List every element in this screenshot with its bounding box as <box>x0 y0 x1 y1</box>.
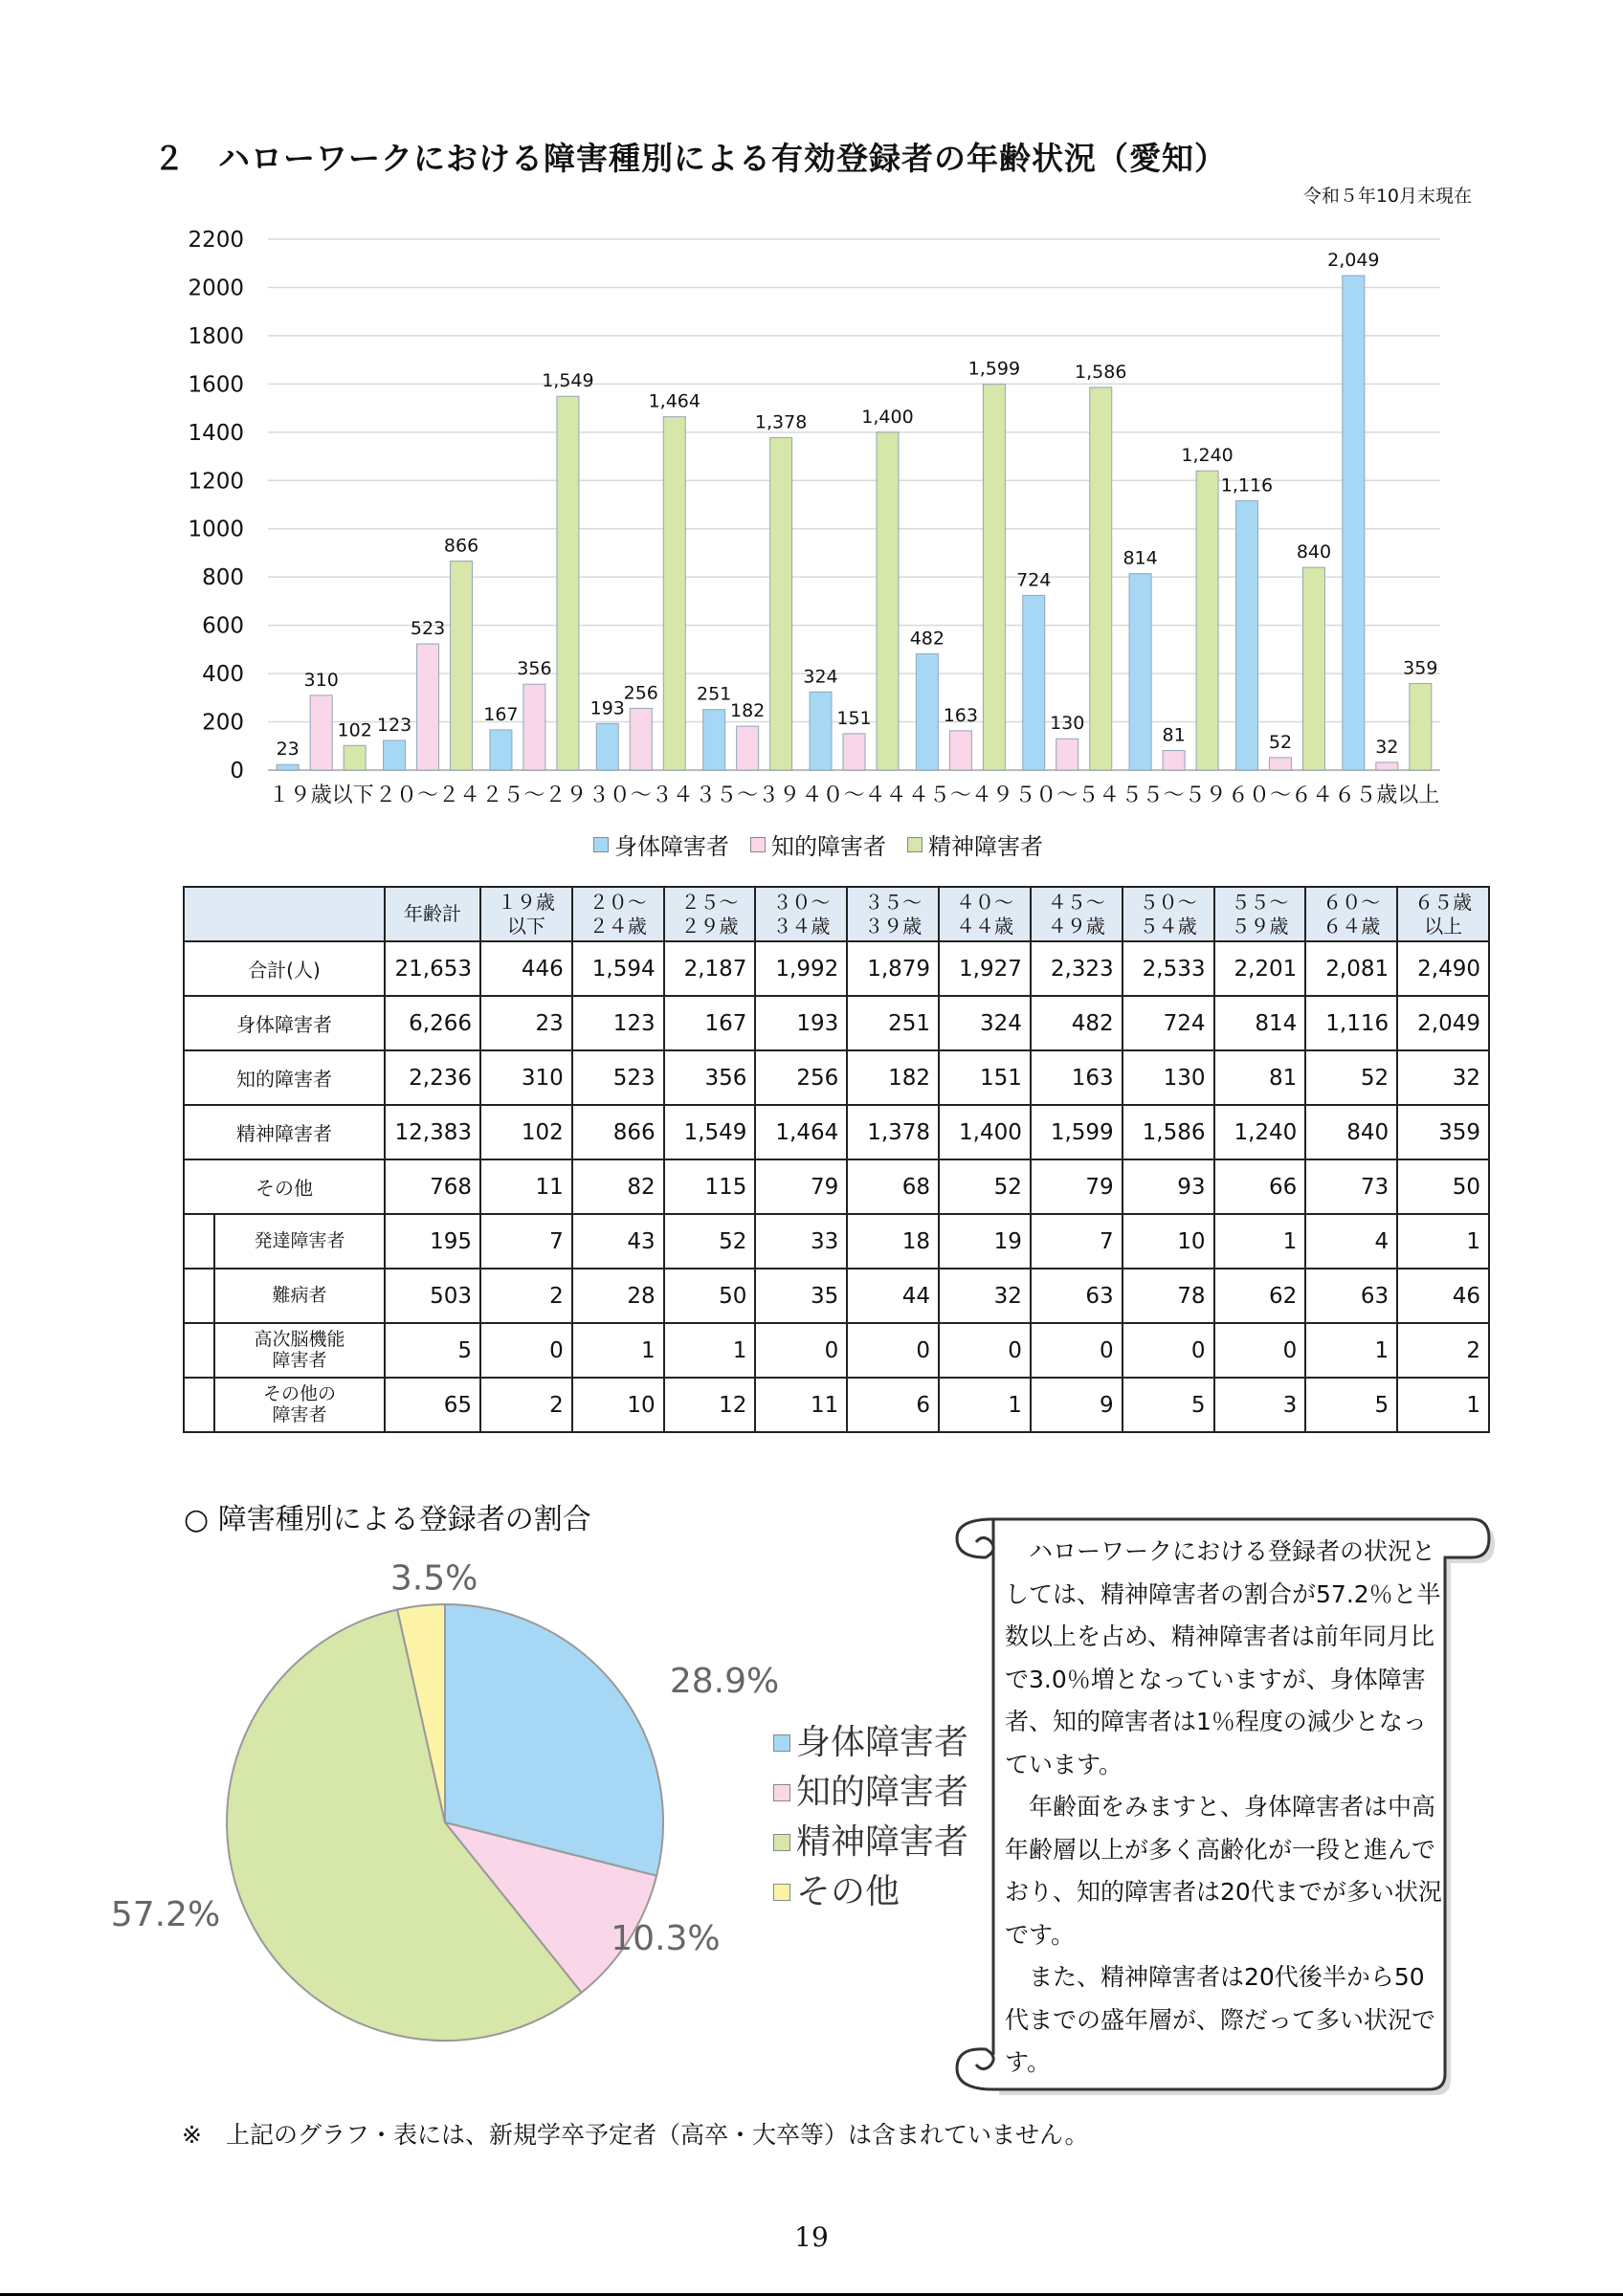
bar-身体障害者 <box>1023 595 1045 770</box>
table-row <box>184 941 1489 996</box>
table-cell: 5 <box>1305 1378 1397 1432</box>
section-title: ２ ハローワークにおける障害種別による有効登録者の年齢状況（愛知） <box>153 140 1227 177</box>
table-cell: 167 <box>664 996 756 1050</box>
table-cell: 0 <box>1031 1323 1123 1378</box>
table-cell: 2,490 <box>1397 941 1489 996</box>
x-tick-label: ３５～３９ <box>695 784 801 807</box>
table-cell: 6 <box>847 1378 939 1432</box>
bar-data-label: 1,586 <box>1075 361 1127 383</box>
table-cell: 182 <box>847 1050 939 1105</box>
bar-精神障害者 <box>770 437 792 770</box>
table-cell: 1,992 <box>755 941 847 996</box>
bar-data-label: 163 <box>943 704 978 726</box>
legend-item <box>773 1768 968 1818</box>
legend-swatch <box>593 837 609 852</box>
bar-data-label: 866 <box>443 535 479 557</box>
table-cell: 2,201 <box>1214 941 1306 996</box>
bar-data-label: 724 <box>1016 569 1052 591</box>
table-cell: 52 <box>664 1214 756 1269</box>
table-cell: 1,400 <box>939 1105 1031 1159</box>
table-cell: 52 <box>939 1159 1031 1214</box>
table-cell: 33 <box>755 1214 847 1269</box>
table-cell: 50 <box>1397 1159 1489 1214</box>
table-cell: 5 <box>385 1323 480 1378</box>
legend-label: 精神障害者 <box>928 833 1043 860</box>
bar-data-label: 1,116 <box>1220 475 1274 497</box>
table-cell: 1 <box>1305 1323 1397 1378</box>
table-cell: 2,533 <box>1123 941 1214 996</box>
table-cell: 63 <box>1305 1269 1397 1323</box>
bar-知的障害者 <box>1056 739 1078 770</box>
column-header: ５５～ ５９歳 <box>1214 887 1306 941</box>
table-subrow <box>184 1378 1489 1432</box>
bar-知的障害者 <box>417 644 439 770</box>
registrants-table <box>183 886 1490 1433</box>
legend-label: その他 <box>796 1872 900 1911</box>
column-header: ２０～ ２４歳 <box>572 887 664 941</box>
note-paragraph: また、精神障害者は20代後半から50代までの盛年層が、際だって多い状況です。 <box>1005 1963 1436 2076</box>
legend-item <box>773 1718 968 1768</box>
x-tick-label: ６５歳以上 <box>1334 784 1440 807</box>
table-cell: 0 <box>1123 1323 1214 1378</box>
table-cell: 503 <box>385 1269 480 1323</box>
column-header: ５０～ ５４歳 <box>1123 887 1214 941</box>
legend-label: 知的障害者 <box>771 833 886 860</box>
bar-身体障害者 <box>1235 500 1257 770</box>
legend-item <box>593 828 729 861</box>
page-number: 19 <box>794 2221 829 2253</box>
table-subrow <box>184 1323 1489 1378</box>
table-cell: 62 <box>1214 1269 1306 1323</box>
bar-data-label: 1,464 <box>648 390 700 412</box>
bar-data-label: 1,549 <box>542 370 594 392</box>
legend-item <box>907 828 1043 861</box>
bar-身体障害者 <box>1129 574 1151 770</box>
bar-精神障害者 <box>663 417 685 770</box>
legend-swatch <box>773 1784 790 1801</box>
y-tick-label: 600 <box>202 613 244 639</box>
subrow-label <box>184 1323 385 1378</box>
table-cell: 4 <box>1305 1214 1397 1269</box>
bar-data-label: 814 <box>1123 547 1158 569</box>
table-cell: 2,049 <box>1397 996 1489 1050</box>
table-row <box>184 996 1489 1050</box>
bar-data-label: 356 <box>517 658 552 680</box>
table-cell: 0 <box>480 1323 572 1378</box>
subrow-label-text: 難病者 <box>272 1284 327 1306</box>
x-tick-label: ５０～５４ <box>1014 784 1121 807</box>
table-cell: 1,464 <box>755 1105 847 1159</box>
table-cell: 19 <box>939 1214 1031 1269</box>
table-cell: 2 <box>480 1269 572 1323</box>
table-cell: 18 <box>847 1214 939 1269</box>
bar-身体障害者 <box>277 764 299 770</box>
note-paragraph: 年齢面をみますと、身体障害者は中高年齢層以上が多く高齢化が一段と進んでおり、知的障害者は20代までが多い状況です。 <box>1005 1793 1442 1949</box>
table-cell: 1,549 <box>664 1105 756 1159</box>
y-tick-label: 1200 <box>188 469 244 495</box>
table-cell: 5 <box>1123 1378 1214 1432</box>
table-cell: 68 <box>847 1159 939 1214</box>
x-tick-label: ３０～３４ <box>588 784 694 807</box>
bar-身体障害者 <box>916 653 938 770</box>
column-header: ４０～ ４４歳 <box>939 887 1031 941</box>
y-tick-label: 1400 <box>188 420 244 446</box>
pie-slice-label: 10.3% <box>611 1918 721 1958</box>
y-tick-label: 2000 <box>188 276 244 301</box>
bar-知的障害者 <box>1269 758 1291 770</box>
table-row <box>184 1159 1489 1214</box>
y-tick-label: 2200 <box>188 228 244 253</box>
x-tick-label: ４５～４９ <box>907 784 1013 807</box>
bar-data-label: 81 <box>1162 724 1186 746</box>
table-cell: 2,236 <box>385 1050 480 1105</box>
bar-data-label: 193 <box>589 697 625 719</box>
column-header: ６０～ ６４歳 <box>1305 887 1397 941</box>
bar-身体障害者 <box>384 740 406 770</box>
table-cell: 46 <box>1397 1269 1489 1323</box>
x-tick-label: １９歳以下 <box>268 784 374 807</box>
bar-data-label: 182 <box>730 700 766 722</box>
bar-精神障害者 <box>344 745 366 770</box>
table-cell: 1 <box>664 1323 756 1378</box>
table-cell: 2 <box>1397 1323 1489 1378</box>
table-cell: 251 <box>847 996 939 1050</box>
bar-知的障害者 <box>310 695 332 770</box>
table-cell: 2,081 <box>1305 941 1397 996</box>
x-tick-label: ２５～２９ <box>481 784 588 807</box>
bar-身体障害者 <box>490 730 512 770</box>
table-cell: 81 <box>1214 1050 1306 1105</box>
bar-data-label: 52 <box>1268 731 1293 753</box>
subrow-label <box>184 1378 385 1432</box>
bar-data-label: 2,049 <box>1327 250 1380 272</box>
table-cell: 130 <box>1123 1050 1214 1105</box>
bar-精神障害者 <box>1090 387 1112 770</box>
indent-gap <box>185 1379 215 1431</box>
table-cell: 21,653 <box>385 941 480 996</box>
table-cell: 2 <box>480 1378 572 1432</box>
table-cell: 1,240 <box>1214 1105 1306 1159</box>
table-cell: 32 <box>1397 1050 1489 1105</box>
legend-label: 知的障害者 <box>796 1773 969 1812</box>
bar-data-label: 130 <box>1050 713 1085 735</box>
legend-swatch <box>773 1884 790 1901</box>
table-cell: 63 <box>1031 1269 1123 1323</box>
table-cell: 44 <box>847 1269 939 1323</box>
bar-data-label: 151 <box>836 707 872 729</box>
pie-slice-label: 3.5% <box>389 1558 478 1599</box>
table-cell: 28 <box>572 1269 664 1323</box>
bar-data-label: 1,400 <box>861 406 914 428</box>
bar-data-label: 167 <box>483 703 519 725</box>
bar-data-label: 310 <box>303 669 339 691</box>
column-header: ６５歳 以上 <box>1397 887 1489 941</box>
table-cell: 195 <box>385 1214 480 1269</box>
column-header: ２５～ ２９歳 <box>664 887 756 941</box>
table-cell: 102 <box>480 1105 572 1159</box>
pie-slice-label: 28.9% <box>669 1661 780 1701</box>
legend-swatch <box>773 1834 790 1851</box>
bar-data-label: 1,378 <box>754 411 808 433</box>
table-cell: 50 <box>664 1269 756 1323</box>
bar-data-label: 123 <box>376 714 412 736</box>
column-header: ３０～ ３４歳 <box>755 887 847 941</box>
table-subrow <box>184 1214 1489 1269</box>
table-cell: 10 <box>572 1378 664 1432</box>
header-corner <box>184 887 385 941</box>
table-cell: 310 <box>480 1050 572 1105</box>
table-cell: 66 <box>1214 1159 1306 1214</box>
y-tick-label: 800 <box>202 565 244 591</box>
indent-gap <box>185 1215 215 1268</box>
table-cell: 482 <box>1031 996 1123 1050</box>
legend-label: 精神障害者 <box>796 1822 969 1862</box>
bar-精神障害者 <box>451 562 473 770</box>
table-cell: 151 <box>939 1050 1031 1105</box>
bar-data-label: 1,599 <box>967 358 1021 380</box>
table-cell: 768 <box>385 1159 480 1214</box>
bar-精神障害者 <box>557 396 579 770</box>
table-cell: 1 <box>1214 1214 1306 1269</box>
bar-data-label: 359 <box>1403 657 1438 679</box>
bar-data-label: 251 <box>697 683 732 705</box>
table-cell: 0 <box>755 1323 847 1378</box>
table-cell: 0 <box>939 1323 1031 1378</box>
bar-精神障害者 <box>983 385 1005 770</box>
table-cell: 1,586 <box>1123 1105 1214 1159</box>
bar-知的障害者 <box>843 734 865 770</box>
legend-swatch <box>750 837 766 852</box>
table-cell: 523 <box>572 1050 664 1105</box>
table-cell: 1 <box>1397 1214 1489 1269</box>
table-cell: 163 <box>1031 1050 1123 1105</box>
table-cell: 724 <box>1123 996 1214 1050</box>
table-cell: 1,594 <box>572 941 664 996</box>
bar-精神障害者 <box>1196 471 1218 770</box>
legend-swatch <box>773 1734 790 1752</box>
ratio-pie-chart <box>110 1540 780 2076</box>
table-header-row <box>184 887 1489 941</box>
table-row <box>184 1050 1489 1105</box>
as-of-date: 令和５年10月末現在 <box>1302 186 1472 207</box>
table-cell: 1 <box>939 1378 1031 1432</box>
table-cell: 35 <box>755 1269 847 1323</box>
bar-chart-legend <box>593 828 1043 861</box>
bar-精神障害者 <box>1410 683 1432 770</box>
bar-data-label: 523 <box>410 618 446 640</box>
table-cell: 11 <box>755 1378 847 1432</box>
table-cell: 7 <box>480 1214 572 1269</box>
bar-data-label: 102 <box>337 719 372 741</box>
bar-知的障害者 <box>1163 751 1185 770</box>
table-cell: 43 <box>572 1214 664 1269</box>
note-paragraph: ハローワークにおける登録者の状況としては、精神障害者の割合が57.2％と半数以上を占め、精神障害者は前年同月比で3.0％増となっていますが、身体障害者、知的障害者は1％程度の減少となっています。 <box>1005 1537 1441 1778</box>
table-cell: 866 <box>572 1105 664 1159</box>
table-cell: 359 <box>1397 1105 1489 1159</box>
legend-item <box>773 1818 968 1867</box>
table-cell: 0 <box>847 1323 939 1378</box>
table-cell: 6,266 <box>385 996 480 1050</box>
table-cell: 0 <box>1214 1323 1306 1378</box>
bar-身体障害者 <box>703 710 725 770</box>
subrow-label-text: 発達障害者 <box>254 1229 345 1251</box>
footnote: ※ 上記のグラフ・表には、新規学卒予定者（高卒・大卒等）は含まれていません。 <box>182 2121 1089 2149</box>
table-cell: 65 <box>385 1378 480 1432</box>
column-header: 年齢計 <box>385 887 480 941</box>
bar-知的障害者 <box>737 726 759 770</box>
bar-精神障害者 <box>1302 567 1324 770</box>
column-header: ３５～ ３９歳 <box>847 887 939 941</box>
pie-chart-title: ○ 障害種別による登録者の割合 <box>184 1503 591 1536</box>
table-cell: 115 <box>664 1159 756 1214</box>
table-cell: 23 <box>480 996 572 1050</box>
table-cell: 256 <box>755 1050 847 1105</box>
table-cell: 82 <box>572 1159 664 1214</box>
table-cell: 12,383 <box>385 1105 480 1159</box>
bar-身体障害者 <box>1343 276 1365 770</box>
table-cell: 1,599 <box>1031 1105 1123 1159</box>
table-cell: 840 <box>1305 1105 1397 1159</box>
indent-gap <box>185 1324 215 1377</box>
bar-身体障害者 <box>810 692 832 770</box>
legend-item <box>750 828 886 861</box>
row-label: 身体障害者 <box>184 996 385 1050</box>
table-cell: 93 <box>1123 1159 1214 1214</box>
x-tick-label: ５５～５９ <box>1121 784 1227 807</box>
row-label: 精神障害者 <box>184 1105 385 1159</box>
y-tick-label: 1000 <box>188 517 244 542</box>
legend-label: 身体障害者 <box>796 1723 969 1762</box>
table-cell: 9 <box>1031 1378 1123 1432</box>
table-cell: 814 <box>1214 996 1306 1050</box>
table-cell: 1,927 <box>939 941 1031 996</box>
bar-知的障害者 <box>1376 762 1398 770</box>
bar-data-label: 1,240 <box>1181 445 1234 467</box>
table-cell: 79 <box>1031 1159 1123 1214</box>
bar-身体障害者 <box>596 723 618 770</box>
table-cell: 446 <box>480 941 572 996</box>
subrow-label <box>184 1214 385 1269</box>
legend-swatch <box>907 837 923 852</box>
bar-data-label: 324 <box>803 666 838 688</box>
table-cell: 10 <box>1123 1214 1214 1269</box>
table-cell: 2,187 <box>664 941 756 996</box>
table-cell: 356 <box>664 1050 756 1105</box>
table-cell: 78 <box>1123 1269 1214 1323</box>
bar-知的障害者 <box>949 731 971 770</box>
table-cell: 52 <box>1305 1050 1397 1105</box>
row-label: 知的障害者 <box>184 1050 385 1105</box>
pie-chart-legend <box>773 1718 968 1917</box>
bar-data-label: 256 <box>623 682 658 704</box>
legend-label: 身体障害者 <box>614 833 729 860</box>
bar-data-label: 840 <box>1296 541 1332 563</box>
pie-slice-label: 57.2% <box>110 1894 221 1934</box>
indent-gap <box>185 1269 215 1322</box>
bar-知的障害者 <box>630 708 652 770</box>
bar-知的障害者 <box>523 684 545 770</box>
table-cell: 1,116 <box>1305 996 1397 1050</box>
table-cell: 79 <box>755 1159 847 1214</box>
table-cell: 12 <box>664 1378 756 1432</box>
table-cell: 123 <box>572 996 664 1050</box>
age-bar-chart <box>172 215 1474 823</box>
table-cell: 32 <box>939 1269 1031 1323</box>
table-subrow <box>184 1269 1489 1323</box>
y-tick-label: 400 <box>202 662 244 688</box>
bar-data-label: 482 <box>909 628 945 650</box>
table-cell: 193 <box>755 996 847 1050</box>
table-cell: 1 <box>1397 1378 1489 1432</box>
x-tick-label: ４０～４４ <box>801 784 907 807</box>
bar-data-label: 23 <box>276 739 300 761</box>
subrow-label-text: 高次脳機能 障害者 <box>254 1328 345 1371</box>
row-label: 合計(人) <box>184 941 385 996</box>
subrow-label <box>184 1269 385 1323</box>
bar-精神障害者 <box>877 432 899 770</box>
table-cell: 1,378 <box>847 1105 939 1159</box>
row-label: その他 <box>184 1159 385 1214</box>
table-cell: 1 <box>572 1323 664 1378</box>
table-row <box>184 1105 1489 1159</box>
table-cell: 1,879 <box>847 941 939 996</box>
x-tick-label: ６０～６４ <box>1227 784 1333 807</box>
bar-data-label: 32 <box>1375 736 1399 758</box>
table-cell: 7 <box>1031 1214 1123 1269</box>
table-cell: 11 <box>480 1159 572 1214</box>
table-cell: 3 <box>1214 1378 1306 1432</box>
y-tick-label: 1800 <box>188 323 244 349</box>
column-header: １９歳 以下 <box>480 887 572 941</box>
y-tick-label: 1600 <box>188 372 244 398</box>
table-cell: 324 <box>939 996 1031 1050</box>
y-tick-label: 200 <box>202 710 244 736</box>
table-cell: 73 <box>1305 1159 1397 1214</box>
legend-item <box>773 1867 968 1917</box>
table-cell: 2,323 <box>1031 941 1123 996</box>
note-text <box>1005 1531 1445 2085</box>
subrow-label-text: その他の 障害者 <box>262 1382 336 1425</box>
y-tick-label: 0 <box>230 759 244 784</box>
x-tick-label: ２０～２４ <box>375 784 481 807</box>
column-header: ４５～ ４９歳 <box>1031 887 1123 941</box>
